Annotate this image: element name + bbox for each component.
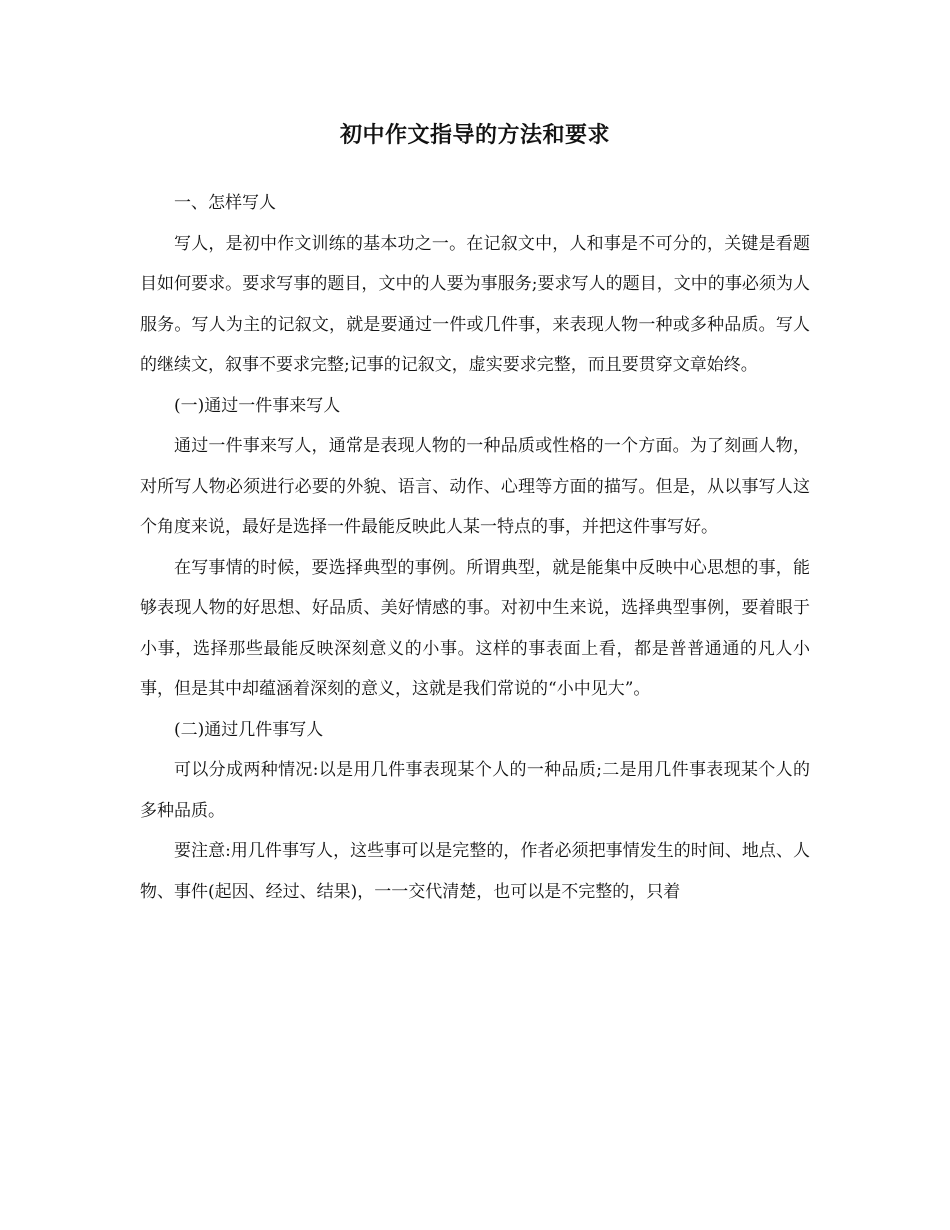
paragraph: 通过一件事来写人，通常是表现人物的一种品质或性格的一个方面。为了刻画人物，对所写人物必须进行必要的外貌、语言、动作、心理等方面的描写。但是，从以事写人这个角度来说，最好是选择一件最能反映此人某一特点的事，并把这件事写好。	[140, 436, 810, 537]
section-heading: 一、怎样写人	[174, 193, 276, 213]
document-body	[140, 183, 810, 912]
paragraph: 写人，是初中作文训练的基本功之一。在记叙文中，人和事是不可分的，关键是看题目如何要求。要求写事的题目，文中的人要为事服务;要求写人的题目，文中的事必须为人服务。写人为主的记叙文，就是要通过一件或几件事，来表现人物一种或多种品质。写人的继续文，叙事不要求完整;记事的记叙文，虚实要求完整，而且要贯穿文章始终。	[140, 233, 810, 375]
subsection-heading: (一)通过一件事来写人	[174, 395, 341, 416]
document-title: 初中作文指导的方法和要求	[339, 123, 610, 148]
paragraph: 在写事情的时候，要选择典型的事例。所谓典型，就是能集中反映中心思想的事，能够表现人物的好思想、好品质、美好情感的事。对初中生来说，选择典型事例，要着眼于小事，选择那些最能反映深刻意义的小事。这样的事表面上看，都是普普通通的凡人小事，但是其中却蕴涵着深刻的意义，这就是我们常说的“小中见大”。	[140, 557, 810, 699]
paragraph: 可以分成两种情况:以是用几件事表现某个人的一种品质;二是用几件事表现某个人的多种品质。	[140, 760, 810, 821]
paragraph: 要注意:用几件事写人，这些事可以是完整的，作者必须把事情发生的时间、地点、人物、事件(起因、经过、结果)，一一交代清楚，也可以是不完整的，只着	[140, 841, 810, 902]
subsection-heading: (二)通过几件事写人	[174, 719, 324, 740]
